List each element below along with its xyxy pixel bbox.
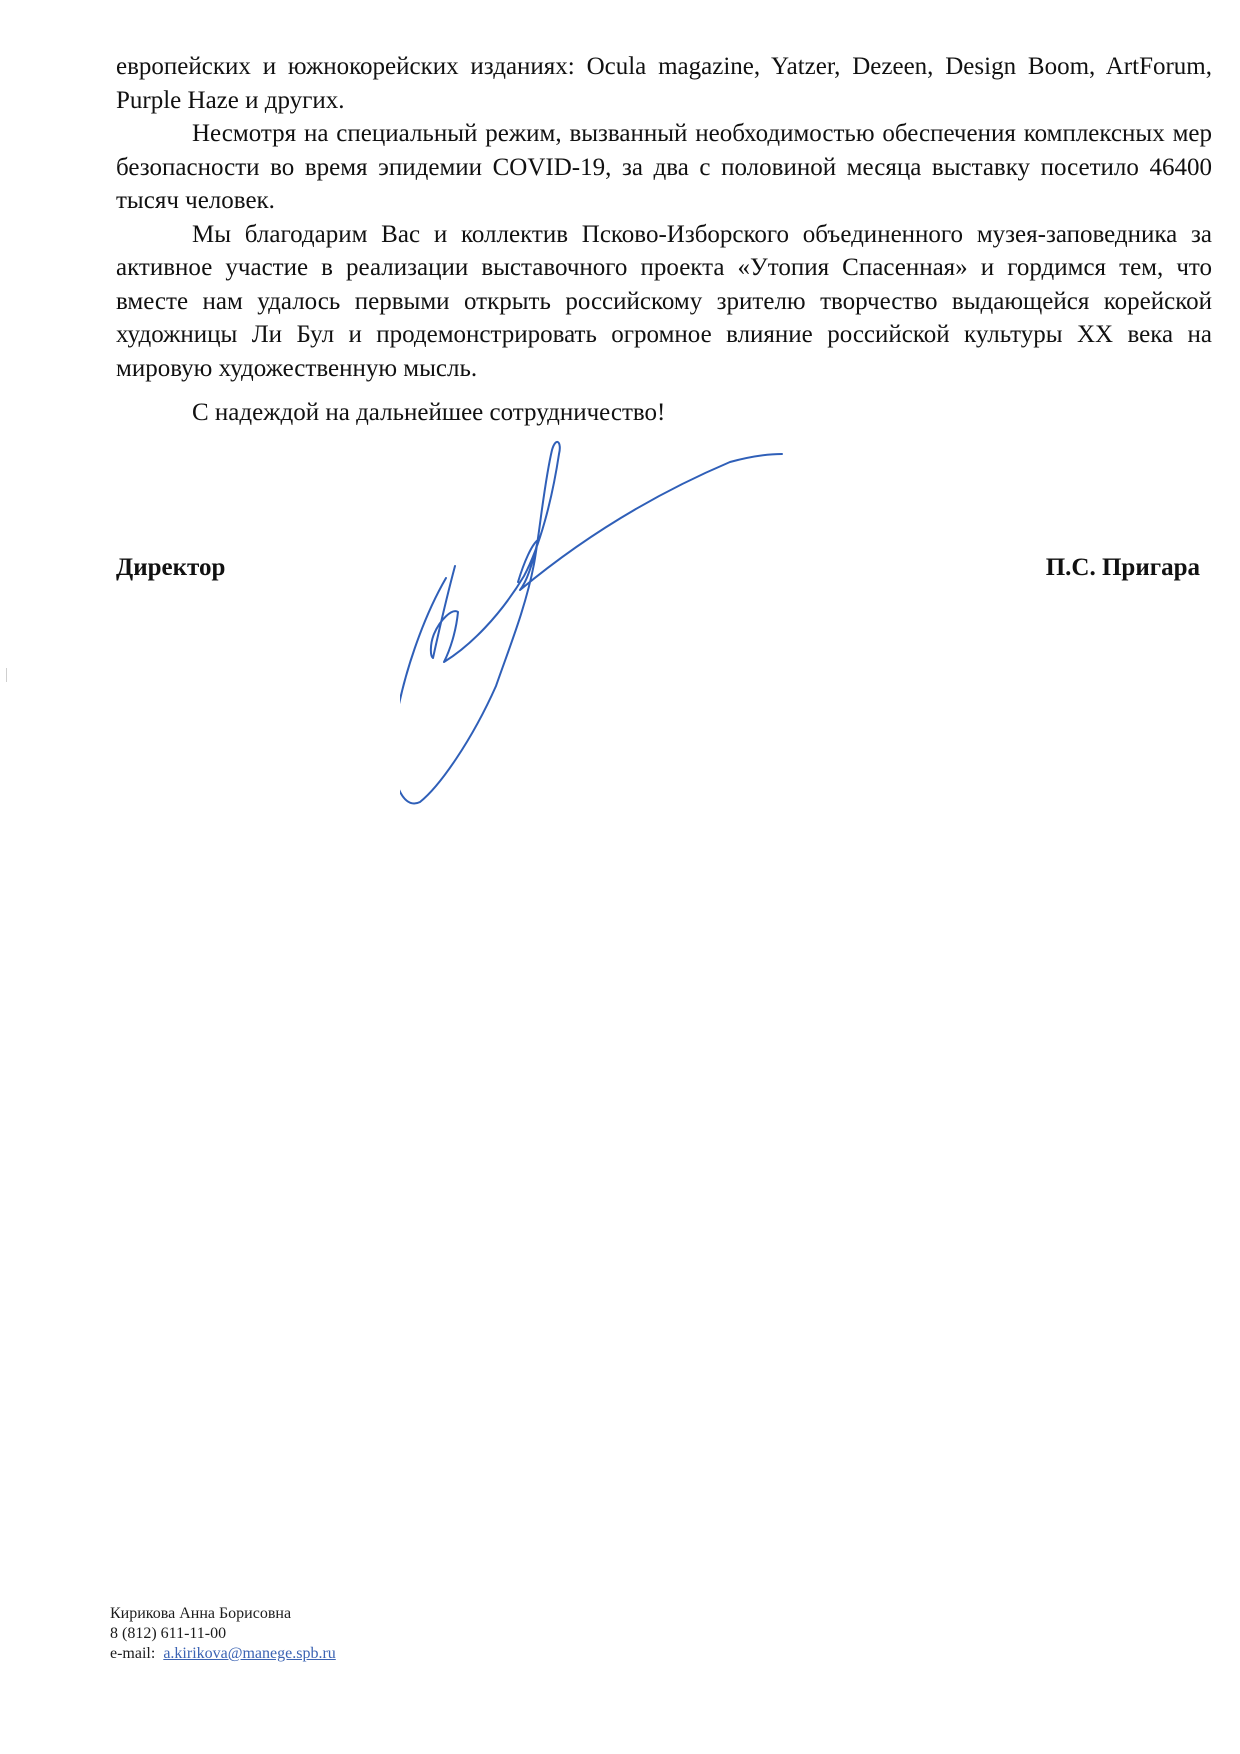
paragraph-visitors: Несмотря на специальный режим, вызванный необходимостью обеспечения комплексных мер безопасности во время эпидемии COVID-19, за два с половиной месяца выставку посетило 46400 тысяч человек. bbox=[116, 120, 1212, 214]
letter-body bbox=[116, 50, 1212, 385]
paragraph-gratitude: Мы благодарим Вас и коллектив Псково-Изборского объединенного музея-заповедника за активное участие в реализации выставочного проекта «Утопия Спасенная» и гордимся тем, что вместе нам удалось первыми открыть российскому зрителю творчество выдающейся корейской художницы Ли Бул и продемонстрировать огромное влияние российской культуры XX века на мировую художественную мысль. bbox=[116, 220, 1212, 382]
closing-line: С надеждой на дальнейшее сотрудничество! bbox=[192, 399, 666, 426]
contact-email-label: e-mail: bbox=[110, 1645, 156, 1662]
paragraph-publications: европейских и южнокорейских изданиях: Ocula magazine, Yatzer, Dezeen, Design Boom, ArtForum, Purple Haze и других. bbox=[116, 53, 1212, 114]
contact-block bbox=[110, 1604, 336, 1664]
contact-name: Кирикова Анна Борисовна bbox=[110, 1605, 292, 1622]
signatory-name: П.С. Пригара bbox=[1045, 554, 1200, 581]
handwritten-signature bbox=[400, 440, 840, 830]
contact-email-link[interactable]: a.kirikova@manege.spb.ru bbox=[163, 1645, 336, 1662]
contact-phone: 8 (812) 611-11-00 bbox=[110, 1625, 227, 1642]
signatory-position: Директор bbox=[116, 554, 226, 581]
contact-email-line bbox=[110, 1644, 336, 1664]
signature-stroke bbox=[400, 442, 782, 804]
scan-margin-mark bbox=[6, 668, 7, 682]
